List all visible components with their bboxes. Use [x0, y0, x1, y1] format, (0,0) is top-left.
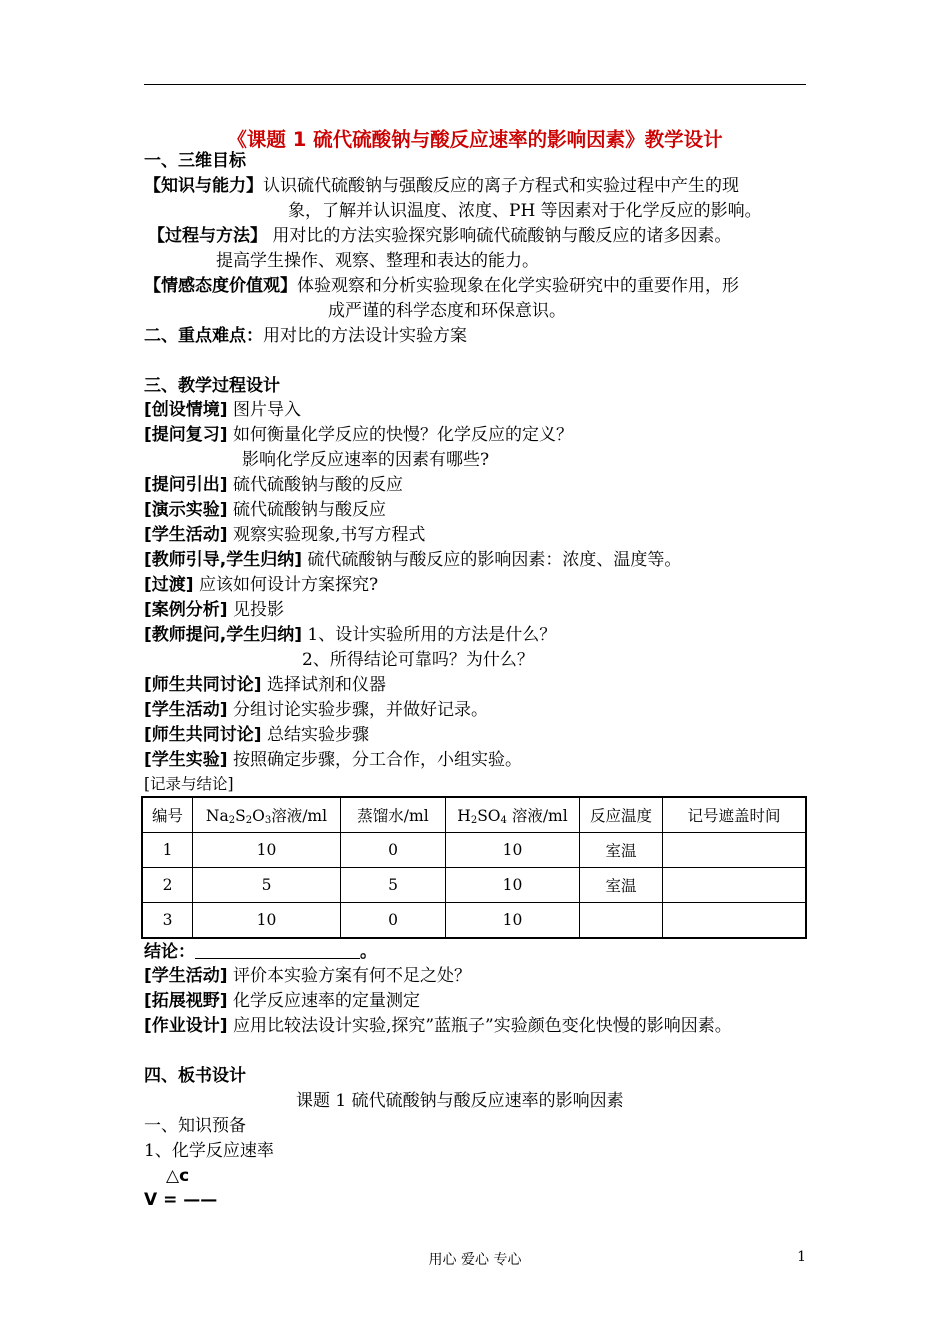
after-row: [144, 990, 420, 1012]
step-row: [144, 699, 488, 721]
step-label: [提问引出]: [144, 475, 228, 495]
goal-emotion-text-1: 体验观察和分析实验现象在化学实验研究中的重要作用，形: [297, 276, 739, 296]
step-label: [过渡]: [144, 575, 194, 595]
table-header-cell: 编号: [142, 797, 193, 833]
step-row: [144, 599, 284, 621]
table-header-row: [142, 797, 806, 833]
step-row: [144, 749, 522, 771]
goal-knowledge-text-1: 认识硫代硫酸钠与强酸反应的离子方程式和实验过程中产生的现: [263, 176, 739, 196]
table-cell: 室温: [580, 833, 663, 868]
board-line-1: 一、知识预备: [144, 1116, 246, 1136]
goal-emotion: [144, 275, 739, 297]
goal-knowledge: [144, 175, 739, 197]
conclusion-end: 。: [360, 942, 377, 962]
section-2-heading: 二、重点难点：: [144, 326, 263, 346]
goal-emotion-text-2: 成严谨的科学态度和环保意识。: [328, 301, 566, 321]
table-cell: 0: [341, 903, 446, 939]
step-text: 图片导入: [227, 400, 301, 420]
section-1-heading: 一、三维目标: [144, 151, 246, 171]
rate-formula: V = ——: [144, 1190, 218, 1210]
table-row: [142, 833, 806, 868]
section-2: [144, 325, 467, 347]
table-cell[interactable]: [663, 868, 807, 903]
table-cell[interactable]: [663, 833, 807, 868]
record-table-wrap: [141, 796, 807, 939]
goal-process-label: 【过程与方法】: [148, 226, 267, 246]
record-table: [141, 796, 807, 939]
step-text: 分组讨论实验步骤，并做好记录。: [227, 700, 488, 720]
after-label: [作业设计]: [144, 1016, 228, 1036]
table-cell: [580, 903, 663, 939]
table-header-cell: 反应温度: [580, 797, 663, 833]
section-3-heading: 三、教学过程设计: [144, 376, 280, 396]
goal-process: [148, 225, 731, 247]
table-header-cell: 蒸馏水/ml: [341, 797, 446, 833]
step-row: [144, 524, 425, 546]
table-cell: 3: [142, 903, 193, 939]
step-row: [144, 474, 403, 496]
goal-process-text-1: 用对比的方法实验探究影响硫代硫酸钠与酸反应的诸多因素。: [267, 226, 732, 246]
table-cell: 10: [193, 833, 341, 868]
step-label: [教师提问,学生归纳]: [144, 625, 302, 645]
step-row: [144, 499, 386, 521]
document-title: 《课题 1 硫代硫酸钠与酸反应速率的影响因素》教学设计: [227, 128, 723, 151]
table-cell: 10: [446, 868, 580, 903]
conclusion-label: 结论：: [144, 942, 195, 962]
table-row: [142, 903, 806, 939]
table-header-cell: 记号遮盖时间: [663, 797, 807, 833]
header-rule: [144, 84, 806, 85]
section-4-heading: 四、板书设计: [144, 1066, 246, 1086]
delta-c: △c: [166, 1166, 190, 1186]
step-label: [教师引导,学生归纳]: [144, 550, 302, 570]
record-label: [记录与结论]: [144, 775, 234, 793]
table-cell: 室温: [580, 868, 663, 903]
footer-slogan: 用心 爱心 专心: [428, 1252, 522, 1268]
table-row: [142, 868, 806, 903]
step-row: [144, 549, 681, 571]
conclusion-blank[interactable]: [195, 942, 360, 959]
goal-process-text-2: 提高学生操作、观察、整理和表达的能力。: [216, 251, 539, 271]
step-label: [案例分析]: [144, 600, 228, 620]
step-label: [学生实验]: [144, 750, 228, 770]
table-cell: 10: [446, 903, 580, 939]
step-text: 总结实验步骤: [261, 725, 369, 745]
step-text: 影响化学反应速率的因素有哪些?: [242, 450, 490, 470]
table-cell: 5: [341, 868, 446, 903]
after-label: [拓展视野]: [144, 991, 228, 1011]
table-header-cell: $Na_2S_2O_3$溶液/ml: [193, 797, 341, 833]
step-label: [提问复习]: [144, 425, 228, 445]
step-text: 按照确定步骤，分工合作，小组实验。: [227, 750, 522, 770]
after-text: 应用比较法设计实验,探究”蓝瓶子”实验颜色变化快慢的影响因素。: [227, 1016, 732, 1036]
step-text: 硫代硫酸钠与酸反应: [227, 500, 386, 520]
step-text: 2、所得结论可靠吗？为什么？: [302, 650, 534, 670]
step-row: [144, 424, 573, 446]
page-number: 1: [797, 1249, 806, 1265]
step-row: [144, 624, 556, 646]
step-text: 观察实验现象,书写方程式: [227, 525, 426, 545]
conclusion-line: [144, 941, 377, 963]
step-label: [师生共同讨论]: [144, 675, 262, 695]
after-row: [144, 1015, 732, 1037]
step-label: [演示实验]: [144, 500, 228, 520]
step-text: 应该如何设计方案探究?: [193, 575, 379, 595]
step-text: 1、设计实验所用的方法是什么？: [302, 625, 557, 645]
after-label: [学生活动]: [144, 966, 228, 986]
after-text: 评价本实验方案有何不足之处？: [227, 966, 471, 986]
step-text: 硫代硫酸钠与酸的反应: [227, 475, 403, 495]
step-label: [师生共同讨论]: [144, 725, 262, 745]
step-label: [创设情境]: [144, 400, 228, 420]
step-label: [学生活动]: [144, 525, 228, 545]
table-cell[interactable]: [663, 903, 807, 939]
step-text: 如何衡量化学反应的快慢？化学反应的定义？: [227, 425, 573, 445]
step-row: [144, 724, 369, 746]
after-text: 化学反应速率的定量测定: [227, 991, 420, 1011]
table-cell: 1: [142, 833, 193, 868]
board-title: 课题 1 硫代硫酸钠与酸反应速率的影响因素: [296, 1091, 624, 1111]
step-row: [302, 649, 534, 671]
step-row: [242, 449, 489, 471]
table-cell: 5: [193, 868, 341, 903]
after-row: [144, 965, 471, 987]
step-text: 选择试剂和仪器: [261, 675, 386, 695]
step-label: [学生活动]: [144, 700, 228, 720]
goal-emotion-label: 【情感态度价值观】: [144, 276, 297, 296]
table-header-cell: $H_2SO_4$ 溶液/ml: [446, 797, 580, 833]
goal-knowledge-label: 【知识与能力】: [144, 176, 263, 196]
goal-knowledge-text-2: 象，了解并认识温度、浓度、PH 等因素对于化学反应的影响。: [288, 201, 762, 221]
table-cell: 10: [446, 833, 580, 868]
step-text: 硫代硫酸钠与酸反应的影响因素：浓度、温度等。: [302, 550, 682, 570]
table-cell: 2: [142, 868, 193, 903]
table-cell: 0: [341, 833, 446, 868]
step-row: [144, 574, 378, 596]
step-row: [144, 674, 386, 696]
section-2-text: 用对比的方法设计实验方案: [263, 326, 467, 346]
step-text: 见投影: [227, 600, 284, 620]
board-line-2: 1、化学反应速率: [144, 1141, 274, 1161]
table-cell: 10: [193, 903, 341, 939]
step-row: [144, 399, 301, 421]
